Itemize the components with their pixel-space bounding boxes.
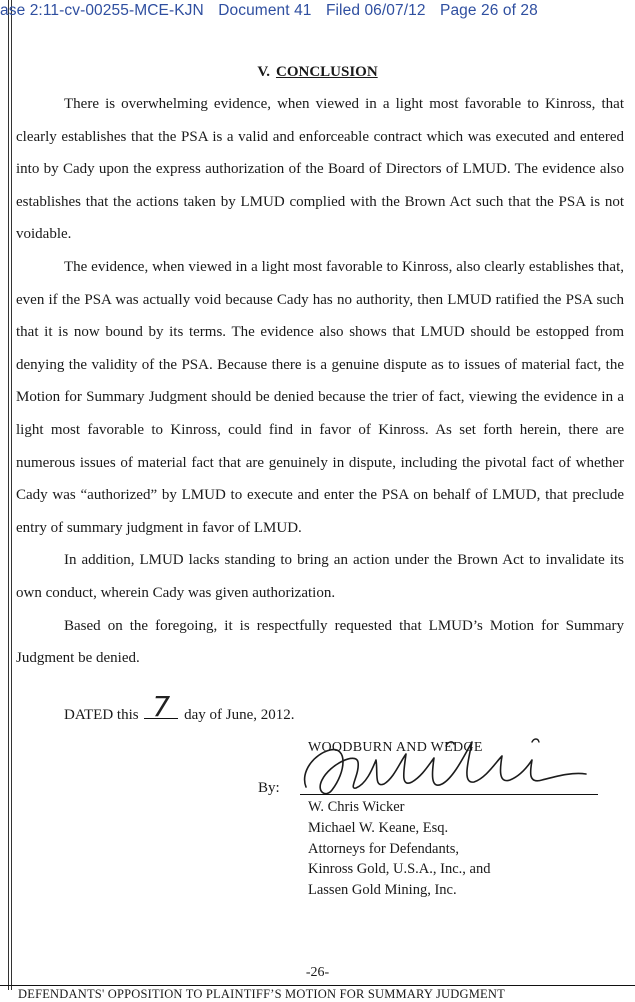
paragraph: In addition, LMUD lacks standing to bring an action under the Brown Act to invalidate its own conduct, wherein Cady was given authorization. [16,552,624,601]
signer-line: Kinross Gold, U.S.A., Inc., and [308,861,491,878]
day-blank [144,690,178,723]
section-heading [0,64,635,81]
section-number: V. [257,64,270,80]
handwritten-signature [296,732,596,802]
signer-name: W. Chris Wicker [308,799,405,815]
signer-line: Lassen Gold Mining, Inc. [308,882,457,899]
left-margin-rule-inner [11,0,12,990]
conclusion-body [16,88,624,675]
page-number: -26- [305,965,330,980]
by-label: By: [258,780,280,796]
case-number: ase 2:11-cv-00255-MCE-KJN [0,2,204,19]
left-margin-rule [8,0,9,990]
footer-rule [0,985,635,986]
dated-suffix: day of June, 2012. [184,707,295,723]
dated-prefix: DATED this [64,707,139,723]
paragraph: Based on the foregoing, it is respectfully requested that LMUD’s Motion for Summary Judgment be denied. [16,617,624,667]
document-number: Document 41 [218,2,312,19]
signature-line [300,794,598,795]
handwritten-day: 7 [152,690,171,723]
ecf-filing-header [0,2,548,20]
footer-caption: DEFENDANTS' OPPOSITION TO PLAINTIFF’S MOTION FOR SUMMARY JUDGMENT [18,987,505,1001]
filed-date: Filed 06/07/12 [325,2,426,19]
section-title: CONCLUSION [275,64,378,80]
signature-block [308,797,490,901]
paragraph: There is overwhelming evidence, when viewed in a light most favorable to Kinross, that clearly establishes that the PSA is a valid and enforceable contract which was executed and entered into by Cady upon the express authorization of the Board of Directors of LMUD. The evidence also establishes that the actions taken by LMUD complied with the Brown Act such that the PSA is not voidable. [16,96,624,243]
signer-line: Attorneys for Defendants, [308,840,459,857]
paragraph: The evidence, when viewed in a light most favorable to Kinross, also clearly establishes that, even if the PSA was actually void because Cady has no authority, then LMUD ratified the PSA such that it is now bound by its terms. The evidence also shows that LMUD should be estopped from denying the validity of the PSA. Because there is a genuine dispute as to issues of material fact, the Motion for Summary Judgment should be denied because the trier of fact, viewing the evidence in a light most favorable to Kinross, could find in favor of Kinross. As set forth herein, there are numerous issues of material fact that are genuinely in dispute, including the pivotal fact of whether Cady was “authorized” by LMUD to execute and enter the PSA on behalf of LMUD, that preclude entry of summary judgment in favor of LMUD. [16,258,624,536]
law-firm-name: WOODBURN AND WEDGE [308,740,483,755]
dated-line [64,690,295,724]
page-indicator: Page 26 of 28 [440,2,538,19]
signer-line: Michael W. Keane, Esq. [308,819,449,836]
